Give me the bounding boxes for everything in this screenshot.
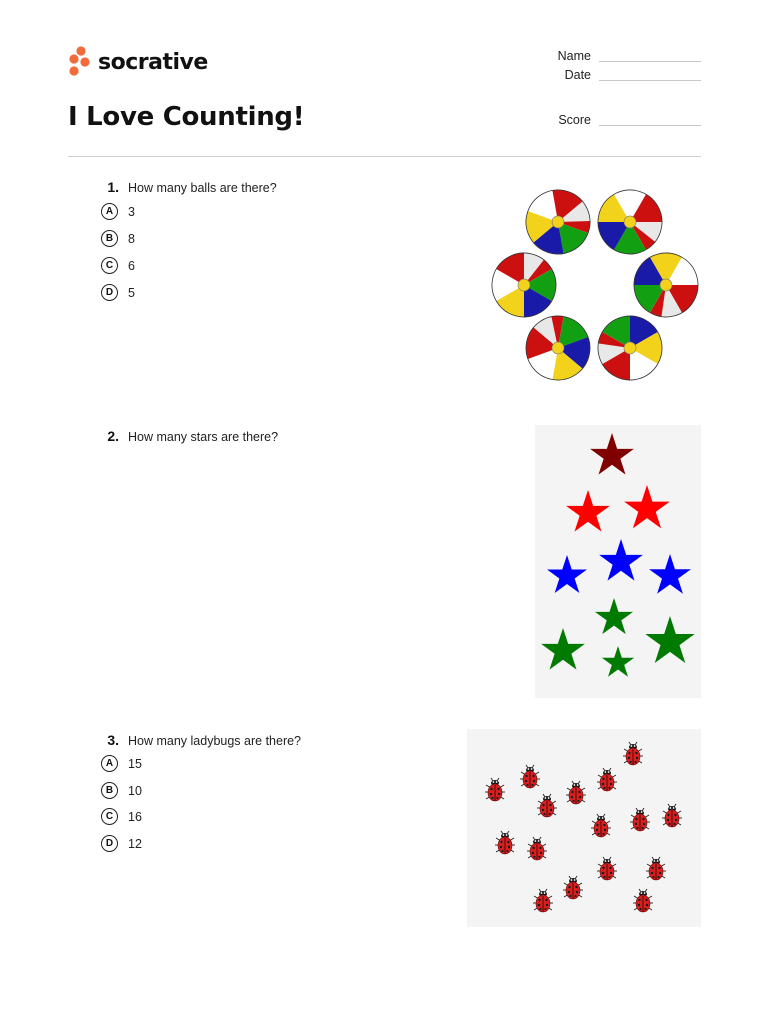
option-value: 16: [128, 809, 142, 824]
option-letter-circle: B: [101, 230, 118, 247]
date-field[interactable]: [599, 80, 701, 81]
option-value: 15: [128, 756, 142, 771]
ball-6: [586, 304, 673, 390]
question-3-number: 3.: [107, 732, 119, 748]
ball-1: [517, 181, 599, 263]
stars-image: [535, 425, 701, 698]
ball-2: [586, 180, 673, 266]
question-3-option-d[interactable]: [101, 835, 142, 852]
question-1-number: 1.: [107, 179, 119, 195]
question-1-option-a[interactable]: [101, 203, 135, 220]
option-letter-circle: A: [101, 755, 118, 772]
name-field[interactable]: [599, 61, 701, 62]
option-value: 6: [128, 258, 135, 273]
option-value: 10: [128, 783, 142, 798]
ball-4: [622, 241, 701, 328]
option-value: 3: [128, 204, 135, 219]
ball-5: [521, 311, 595, 385]
page-title: I Love Counting!: [68, 102, 305, 132]
question-3-text: How many ladybugs are there?: [128, 734, 302, 748]
socrative-logo-icon: [68, 46, 92, 78]
name-label: Name: [557, 49, 591, 63]
option-letter-circle: B: [101, 782, 118, 799]
option-value: 5: [128, 285, 135, 300]
question-2-number: 2.: [107, 428, 119, 444]
question-1-option-b[interactable]: [101, 230, 135, 247]
brand: [68, 46, 208, 78]
question-2-text: How many stars are there?: [128, 430, 279, 444]
question-3-option-a[interactable]: [101, 755, 142, 772]
question-3-option-b[interactable]: [101, 782, 142, 799]
brand-name: socrative: [98, 49, 208, 75]
option-value: 8: [128, 231, 135, 246]
option-letter-circle: C: [101, 808, 118, 825]
header-divider: [68, 156, 701, 157]
question-1-text: How many balls are there?: [128, 181, 277, 195]
option-letter-circle: C: [101, 257, 118, 274]
date-label: Date: [564, 68, 591, 82]
score-field[interactable]: [599, 125, 701, 126]
score-label: Score: [558, 113, 591, 127]
option-letter-circle: D: [101, 284, 118, 301]
ball-3: [486, 241, 568, 328]
question-1-option-c[interactable]: [101, 257, 135, 274]
beach-balls-image: [486, 180, 701, 390]
question-3-option-c[interactable]: [101, 808, 142, 825]
option-value: 12: [128, 836, 142, 851]
question-1-option-d[interactable]: [101, 284, 135, 301]
ladybugs-image: [467, 729, 701, 927]
option-letter-circle: D: [101, 835, 118, 852]
option-letter-circle: A: [101, 203, 118, 220]
